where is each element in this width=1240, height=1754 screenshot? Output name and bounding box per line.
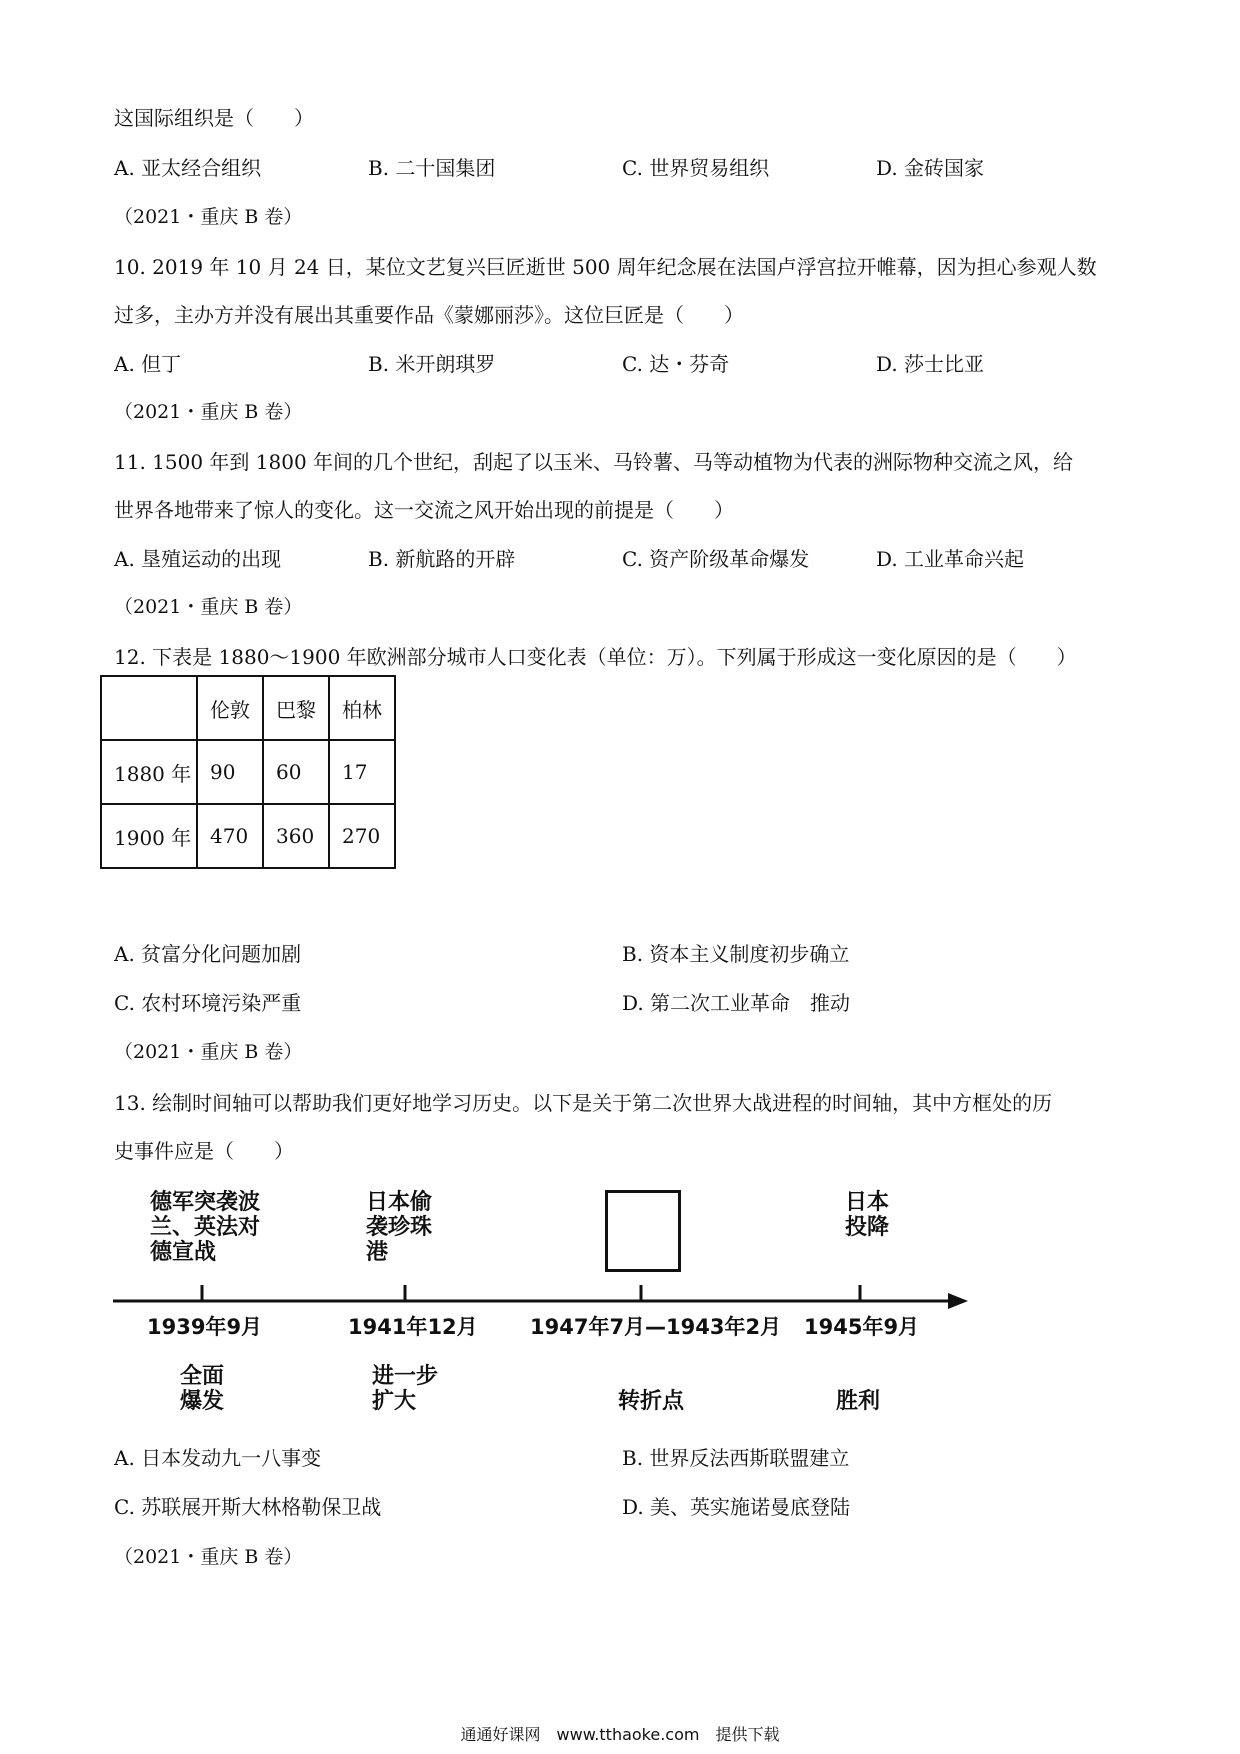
timeline-event-label: 日本 投降 <box>845 1190 890 1240</box>
timeline-event-label: 德军突袭波 兰、英法对 德宣战 <box>150 1190 261 1265</box>
q12-option-c: C. 农村环境污染严重 <box>114 991 302 1015</box>
q10-source: （2021・重庆 B 卷） <box>114 401 303 423</box>
q13-option-a: A. 日本发动九一八事变 <box>114 1446 322 1470</box>
table-header-row <box>101 676 395 740</box>
timeline-date: 1941年12月 <box>348 1315 478 1339</box>
q10-stem-line2: 过多，主办方并没有展出其重要作品《蒙娜丽莎》。这位巨匠是（ ） <box>114 303 744 327</box>
table-cell: 270 <box>329 804 395 868</box>
table-cell: 1900 年 <box>101 804 197 868</box>
table-cell: 1880 年 <box>101 740 197 804</box>
q10-option-a: A. 但丁 <box>114 352 182 376</box>
q9-option-c: C. 世界贸易组织 <box>622 156 770 180</box>
q13-source: （2021・重庆 B 卷） <box>114 1546 303 1568</box>
q11-option-b: B. 新航路的开辟 <box>368 547 516 571</box>
q13-stem-line2: 史事件应是（ ） <box>114 1139 294 1163</box>
table-cell: 60 <box>263 740 329 804</box>
timeline-date: 1947年7月—1943年2月 <box>530 1315 782 1339</box>
q12-option-d: D. 第二次工业革命 推动 <box>622 991 851 1015</box>
q11-stem-line2: 世界各地带来了惊人的变化。这一交流之风开始出现的前提是（ ） <box>114 498 734 522</box>
q11-option-d: D. 工业革命兴起 <box>876 547 1025 571</box>
table-row <box>101 740 395 804</box>
timeline-stage-label: 全面 爆发 <box>180 1364 225 1414</box>
q12-stem: 12. 下表是 1880～1900 年欧洲部分城市人口变化表（单位：万）。下列属于形成这一变化原因的是（ ） <box>114 645 1077 669</box>
q12-source: （2021・重庆 B 卷） <box>114 1041 303 1063</box>
table-row <box>101 804 395 868</box>
q10-option-b: B. 米开朗琪罗 <box>368 352 496 376</box>
q11-stem-line1: 11. 1500 年到 1800 年间的几个世纪，刮起了以玉米、马铃薯、马等动植物为代表的洲际物种交流之风，给 <box>114 450 1074 474</box>
q10-stem-line1: 10. 2019 年 10 月 24 日，某位文艺复兴巨匠逝世 500 周年纪念展在法国卢浮宫拉开帷幕，因为担心参观人数 <box>114 255 1097 279</box>
q9-option-b: B. 二十国集团 <box>368 156 496 180</box>
q12-option-a: A. 贫富分化问题加剧 <box>114 942 302 966</box>
q13-option-b: B. 世界反法西斯联盟建立 <box>622 1446 850 1470</box>
q13-stem-line1: 13. 绘制时间轴可以帮助我们更好地学习历史。以下是关于第二次世界大战进程的时间轴，其中方框处的历 <box>114 1091 1053 1115</box>
table-cell: 17 <box>329 740 395 804</box>
q11-source: （2021・重庆 B 卷） <box>114 596 303 618</box>
q13-option-c: C. 苏联展开斯大林格勒保卫战 <box>114 1495 382 1519</box>
population-table <box>100 675 396 869</box>
table-cell: 巴黎 <box>263 676 329 740</box>
timeline-stage-label: 转折点 <box>618 1389 685 1414</box>
table-cell: 伦敦 <box>197 676 263 740</box>
timeline-event-label: 日本偷 袭珍珠 港 <box>366 1190 433 1265</box>
q11-option-c: C. 资产阶级革命爆发 <box>622 547 810 571</box>
q9-option-a: A. 亚太经合组织 <box>114 156 262 180</box>
q12-option-b: B. 资本主义制度初步确立 <box>622 942 850 966</box>
timeline-stage-label: 胜利 <box>836 1389 881 1414</box>
q11-option-a: A. 垦殖运动的出现 <box>114 547 282 571</box>
timeline-date: 1939年9月 <box>147 1315 263 1339</box>
q9-option-d: D. 金砖国家 <box>876 156 985 180</box>
q9-stem: 这国际组织是（ ） <box>114 106 314 130</box>
q10-option-d: D. 莎士比亚 <box>876 352 985 376</box>
q13-option-d: D. 美、英实施诺曼底登陆 <box>622 1495 851 1519</box>
table-cell: 360 <box>263 804 329 868</box>
table-cell: 90 <box>197 740 263 804</box>
timeline-stage-label: 进一步 扩大 <box>372 1364 439 1414</box>
q9-source: （2021・重庆 B 卷） <box>114 206 303 228</box>
table-cell <box>101 676 197 740</box>
table-cell: 470 <box>197 804 263 868</box>
timeline-date: 1945年9月 <box>804 1315 920 1339</box>
table-cell: 柏林 <box>329 676 395 740</box>
q10-option-c: C. 达・芬奇 <box>622 352 730 376</box>
timeline-blank-box <box>605 1190 681 1272</box>
footer-watermark: 通通好课网 www.tthaoke.com 提供下载 <box>460 1725 780 1744</box>
